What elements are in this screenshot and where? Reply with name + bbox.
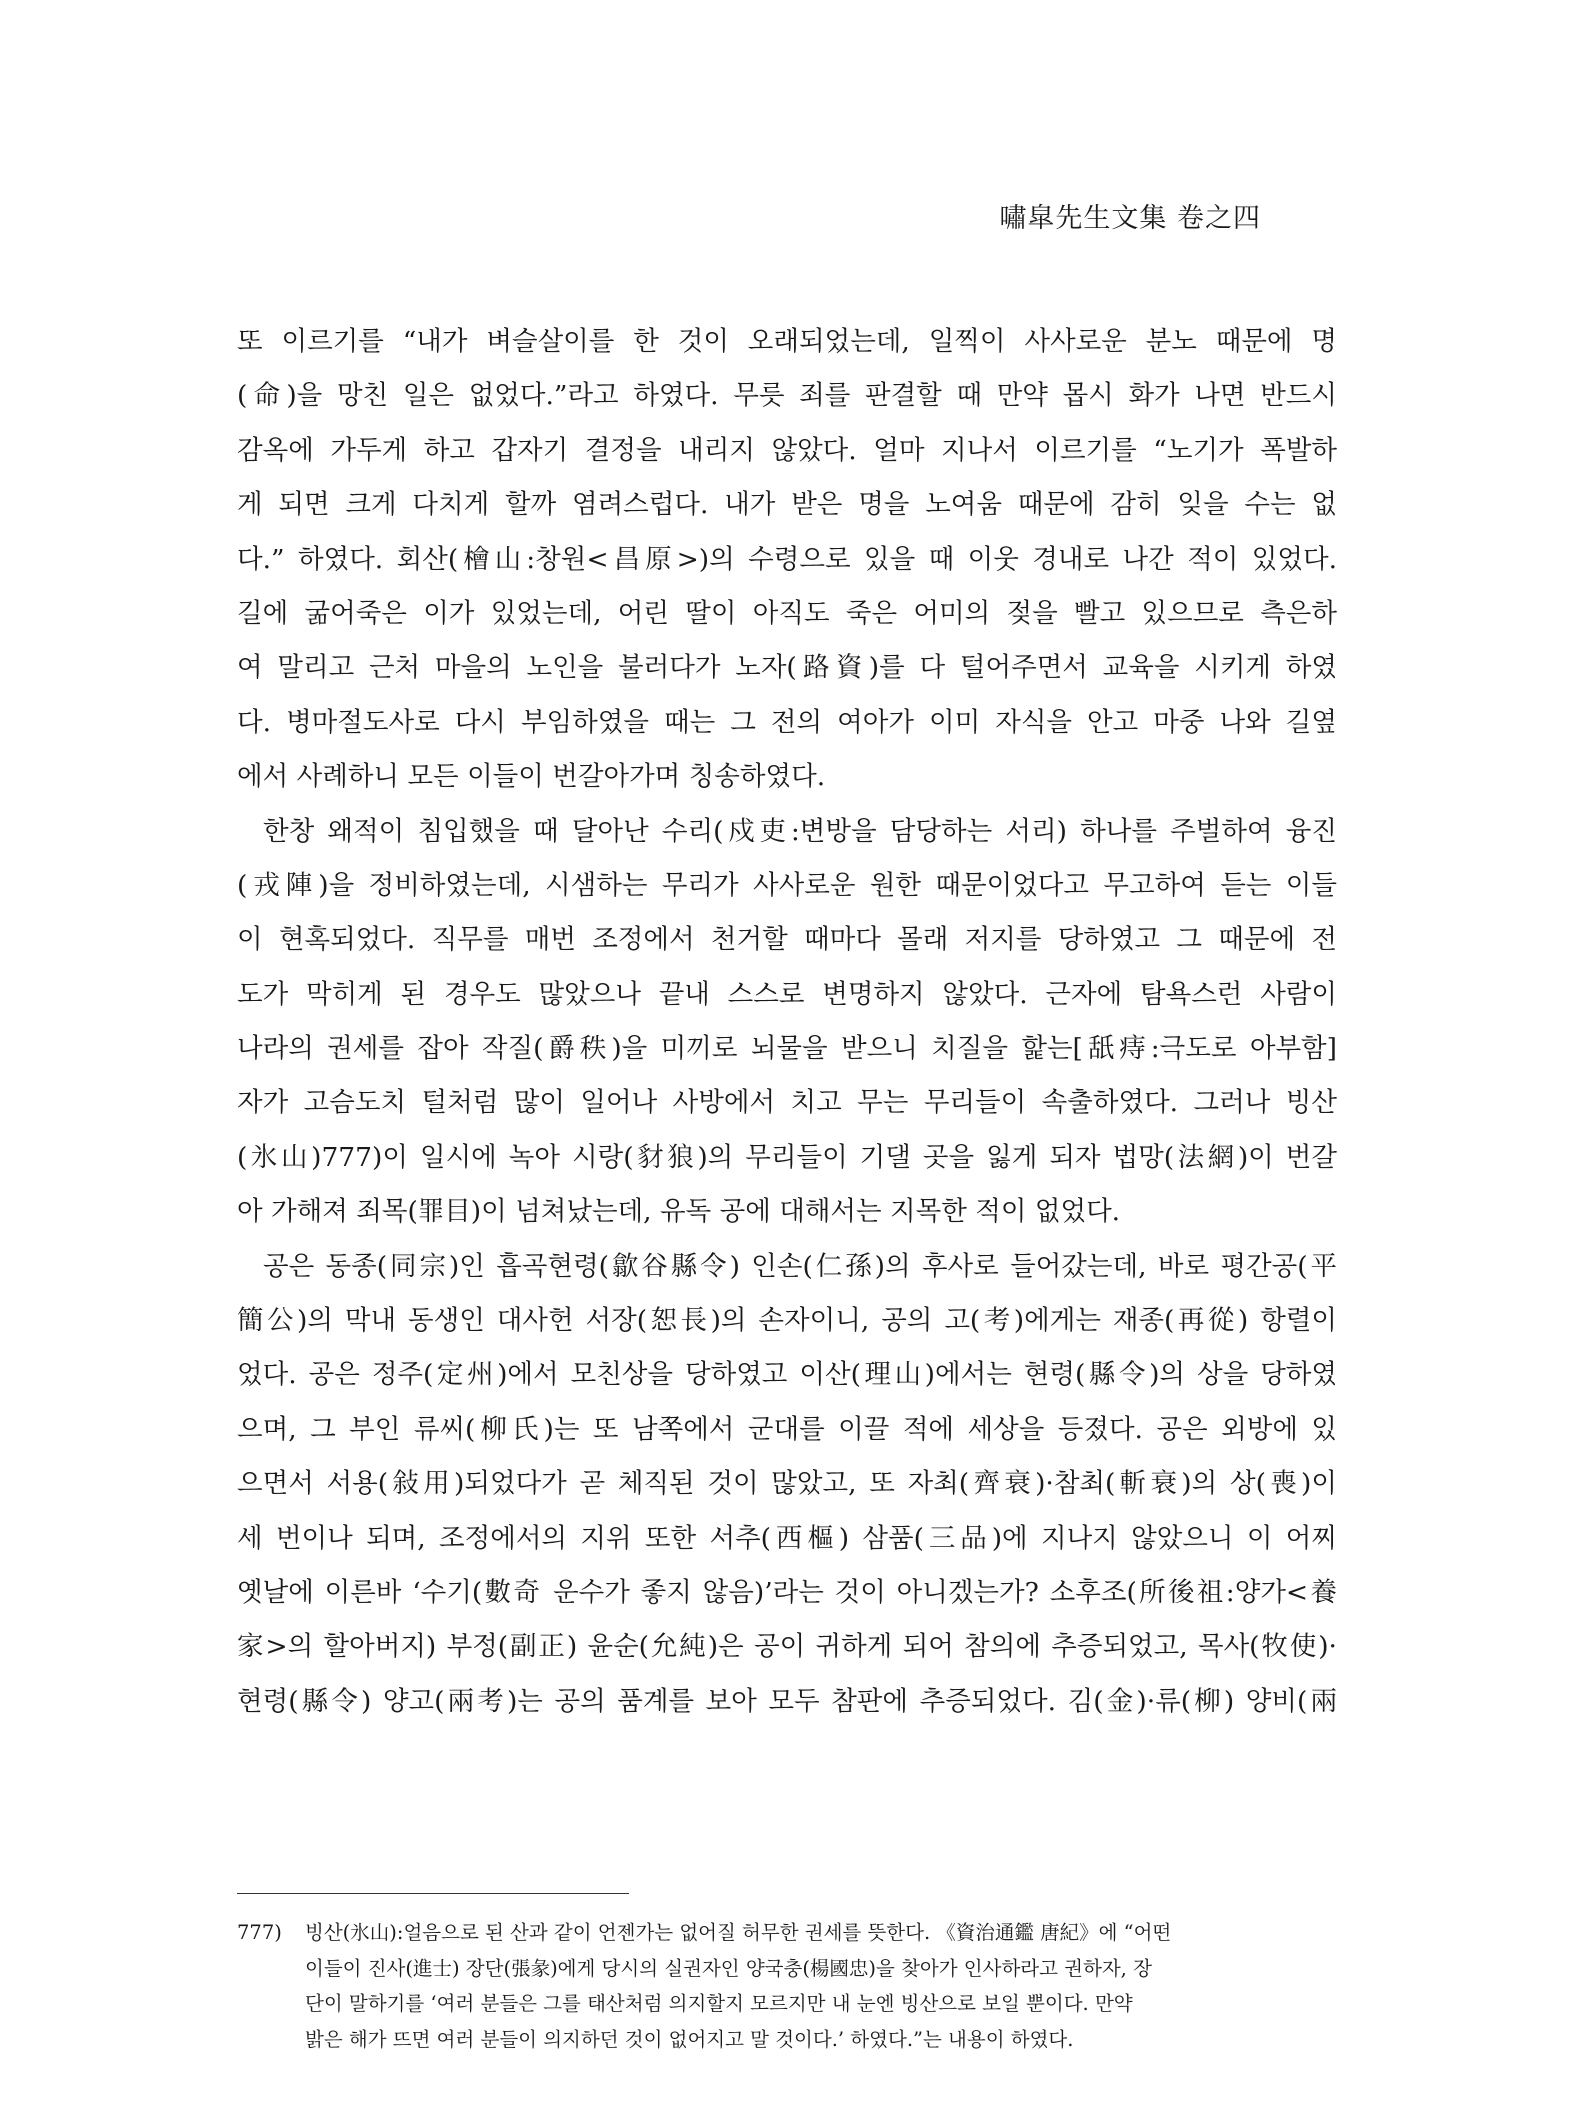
footnote-line	[237, 1915, 1337, 1951]
body-line: 아 가해져 죄목(罪目)이 넘쳐났는데, 유독 공에 대해서는 지목한 적이 없었다.	[237, 1196, 1121, 1228]
body-line: 다.” 하였다. 회산(檜山:창원<昌原>)의 수령으로 있을 때 이웃 경내로 나간 적이 있었다.	[237, 543, 1337, 575]
body-line: 감옥에 가두게 하고 갑자기 결정을 내리지 않았다. 얼마 지나서 이르기를 “노기가 폭발하	[237, 434, 1337, 466]
footnote-divider	[237, 1893, 629, 1894]
footnote-line: 단이 말하기를 ‘여러 분들은 그를 태산처럼 의지할지 모르지만 내 눈엔 빙산으로 보일 뿐이다. 만약	[305, 1992, 1133, 2015]
body-line: 으며, 그 부인 류씨(柳氏)는 또 남쪽에서 군대를 이끌 적에 세상을 등졌다. 공은 외방에 있	[237, 1413, 1337, 1445]
body-line: (戎陣)을 정비하였는데, 시샘하는 무리가 사사로운 원한 때문이었다고 무고하여 듣는 이들	[237, 869, 1337, 901]
body-line: 簡公)의 막내 동생인 대사헌 서장(恕長)의 손자이니, 공의 고(考)에게는 재종(再從) 항렬이	[237, 1305, 1337, 1337]
body-line: 게 되면 크게 다치게 할까 염려스럽다. 내가 받은 명을 노여움 때문에 감히 잊을 수는 없	[237, 489, 1337, 521]
footnote	[237, 1915, 1337, 2057]
body-line: 도가 막히게 된 경우도 많았으나 끝내 스스로 변명하지 않았다. 근자에 탐욕스런 사람이	[237, 978, 1337, 1010]
body-line: 에서 사례하니 모든 이들이 번갈아가며 칭송하였다.	[237, 761, 826, 793]
body-line: 家>의 할아버지) 부정(副正) 윤순(允純)은 공이 귀하게 되어 참의에 추증되었고, 목사(牧使)·	[237, 1631, 1337, 1663]
body-line: 길에 굶어죽은 이가 있었는데, 어린 딸이 아직도 죽은 어미의 젖을 빨고 있으므로 측은하	[237, 597, 1337, 629]
footnote-line: 이들이 진사(進士) 장단(張彖)에게 당시의 실권자인 양국충(楊國忠)을 찾아가 인사하라고 권하자, 장	[305, 1956, 1152, 1980]
body-line: 한창 왜적이 침입했을 때 달아난 수리(戍吏:변방을 담당하는 서리) 하나를 주벌하여 융진	[263, 815, 1337, 847]
body-line: (氷山)777)이 일시에 녹아 시랑(豺狼)의 무리들이 기댈 곳을 잃게 되자 법망(法網)이 번갈	[237, 1141, 1337, 1173]
footnote-line: 밝은 해가 뜨면 여러 분들이 의지하던 것이 없어지고 말 것이다.’ 하였다.”는 내용이 하였다.	[305, 2027, 1074, 2051]
body-line: 었다. 공은 정주(定州)에서 모친상을 당하였고 이산(理山)에서는 현령(縣令)의 상을 당하였	[237, 1359, 1337, 1391]
body-line: 현령(縣令) 양고(兩考)는 공의 품계를 보아 모두 참판에 추증되었다. 김(金)·류(柳) 양비(兩	[237, 1685, 1337, 1717]
body-line: (命)을 망친 일은 없었다.”라고 하였다. 무릇 죄를 판결할 때 만약 몹시 화가 나면 반드시	[237, 380, 1337, 412]
body-line: 나라의 권세를 잡아 작질(爵秩)을 미끼로 뇌물을 받으니 치질을 핥는[舐痔:극도로 아부함]	[237, 1033, 1337, 1065]
body-line: 여 말리고 근처 마을의 노인을 불러다가 노자(路資)를 다 털어주면서 교육을 시키게 하였	[237, 652, 1337, 684]
body-line: 자가 고슴도치 털처럼 많이 일어나 사방에서 치고 무는 무리들이 속출하였다. 그러나 빙산	[237, 1087, 1337, 1119]
body-line: 또 이르기를 “내가 벼슬살이를 한 것이 오래되었는데, 일찍이 사사로운 분노 때문에 명	[237, 326, 1337, 357]
footnote-number: 777)	[237, 1921, 282, 1944]
body-line: 공은 동종(同宗)인 흡곡현령(歙谷縣令) 인손(仁孫)의 후사로 들어갔는데, 바로 평간공(平	[263, 1250, 1337, 1282]
body-line: 옛날에 이른바 ‘수기(數奇 운수가 좋지 않음)’라는 것이 아니겠는가? 소후조(所後祖:양가<養	[237, 1576, 1337, 1608]
footnote-text: 빙산(氷山):얼음으로 된 산과 같이 언젠가는 없어질 허무한 권세를 뜻한다. 《資治通鑑 唐紀》에 “어떤	[305, 1921, 1172, 1944]
body-line: 다. 병마절도사로 다시 부임하였을 때는 그 전의 여아가 이미 자식을 안고 마중 나와 길옆	[237, 706, 1337, 738]
body-line: 세 번이나 되며, 조정에서의 지위 또한 서추(西樞) 삼품(三品)에 지나지 않았으니 이 어찌	[237, 1522, 1337, 1554]
body-line: 으면서 서용(敍用)되었다가 곧 체직된 것이 많았고, 또 자최(齊衰)·참최(斬衰)의 상(喪)이	[237, 1468, 1337, 1500]
body-text	[237, 315, 1337, 1729]
body-line: 이 현혹되었다. 직무를 매번 조정에서 천거할 때마다 몰래 저지를 당하였고 그 때문에 전	[237, 924, 1337, 956]
running-title: 嘯皐先生文集 卷之四	[999, 203, 1261, 234]
running-header	[999, 196, 1261, 235]
